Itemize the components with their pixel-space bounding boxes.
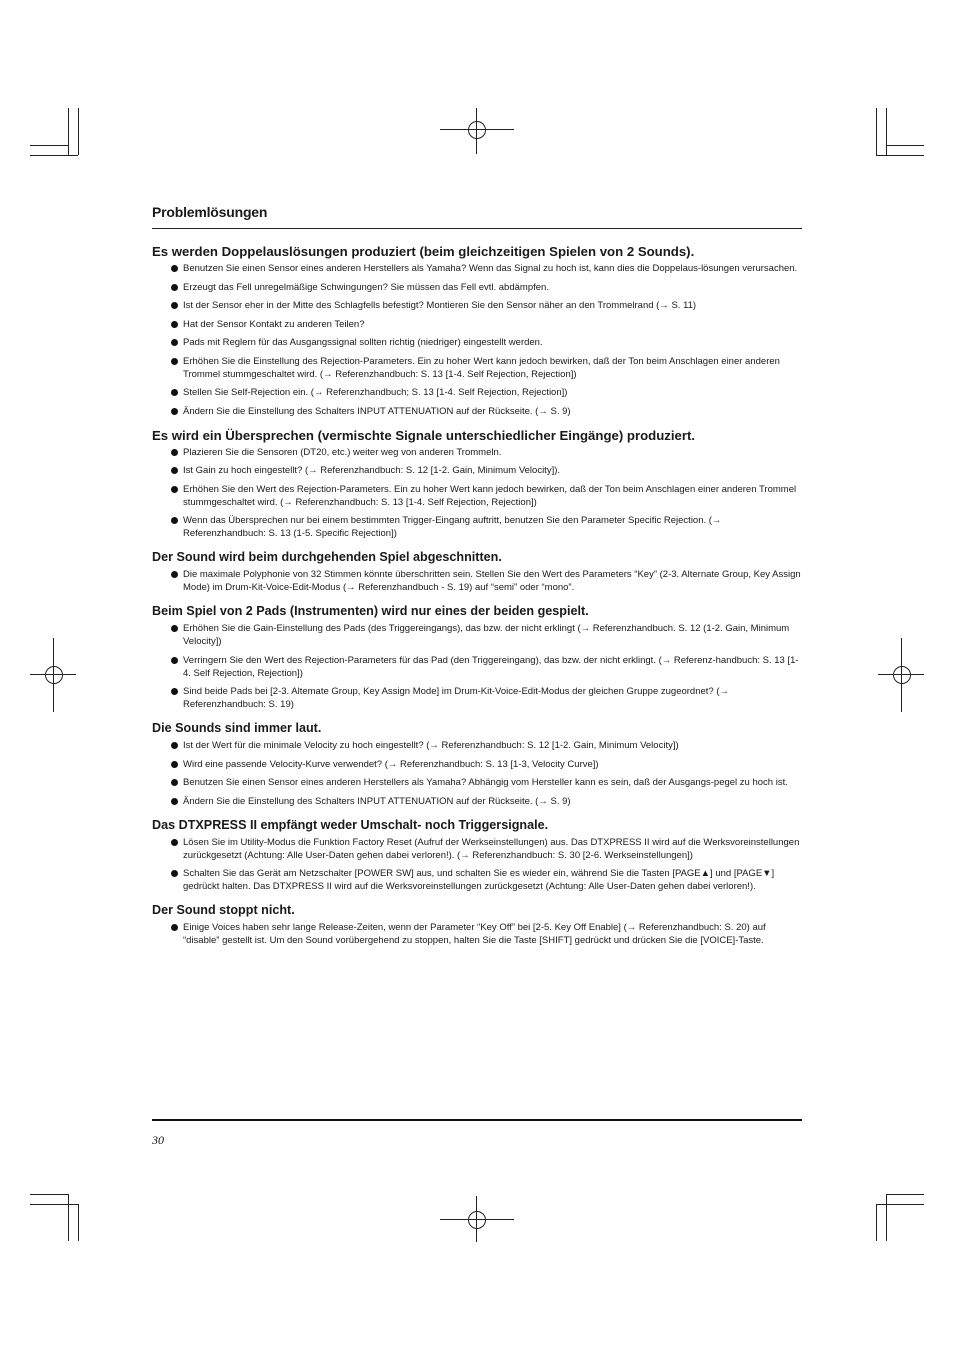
section — [152, 720, 802, 808]
list-item-text: Benutzen Sie einen Sensor eines anderen Herstellers als Yamaha? Wenn das Signal zu hoch ist, kann dies die Doppelaus-lösungen verursachen. — [183, 263, 798, 274]
list-item-text: Erhöhen Sie die Gain-Einstellung des Pads (des Triggereingangs), das bzw. der nicht erklingt (→ Referenzhandbuch. S. 12 (1-2. Gain, Minimum Velocity]) — [183, 623, 790, 647]
section-heading: Das DTXPRESS II empfängt weder Umschalt- noch Triggersignale. — [152, 817, 549, 832]
list-item — [152, 446, 802, 459]
page-title: Problemlösungen — [152, 204, 268, 220]
bullet-icon — [171, 742, 178, 749]
list-item-text: Sind beide Pads bei [2-3. Altemate Group, Key Assign Mode] im Drum-Kit-Voice-Edit-Modus der gleichen Gruppe zugeordnet? (→ Referenzhandbuch: S. 19) — [183, 686, 729, 710]
bullet-icon — [171, 358, 178, 365]
bullet-list — [152, 739, 802, 808]
bullet-icon — [171, 779, 178, 786]
section-heading: Der Sound stoppt nicht. — [152, 903, 295, 917]
bullet-icon — [171, 839, 178, 846]
section — [152, 603, 802, 711]
bullet-icon — [171, 265, 178, 272]
bullet-icon — [171, 625, 178, 632]
list-item — [152, 568, 802, 594]
bullet-list — [152, 446, 802, 541]
list-item-text: Plazieren Sie die Sensoren (DT20, etc.) weiter weg von anderen Trommeln. — [183, 446, 502, 458]
list-item-text: Wenn das Übersprechen nur bei einem bestimmten Trigger-Eingang auftritt, benutzen Sie den Parameter Specific Rejection. (→ Referenzhandbuch: S. 13 (1-5. Specific Rejection]) — [183, 515, 722, 539]
footer-divider — [152, 1119, 802, 1121]
bullet-list — [152, 921, 802, 947]
bullet-icon — [171, 449, 178, 456]
bullet-icon — [171, 571, 178, 578]
list-item-text: Schalten Sie das Gerät am Netzschalter [POWER SW] aus, und schalten Sie es wieder ein, während Sie die Tasten [PAGE▲] und [PAGE▼] gedrückt halten. Das DTXPRESS II wird auf die Werksvoreinstellungen zurückgesetzt (Achtung: Alle User-Daten gehen dabei verloren!). — [183, 868, 775, 892]
bullet-icon — [171, 798, 178, 805]
section-heading: Der Sound wird beim durchgehenden Spiel abgeschnitten. — [152, 550, 502, 564]
list-item — [152, 867, 802, 893]
bullet-icon — [171, 517, 178, 524]
list-item-text: Benutzen Sie einen Sensor eines anderen Herstellers als Yamaha? Abhängig vom Hersteller kann es sein, daß der Ausgangs-pegel zu hoch ist. — [183, 777, 788, 788]
list-item-text: Verringern Sie den Wert des Rejection-Parameters für das Pad (den Triggereingang), das bzw. der nicht erklingt. (→ Referenz-handbuch: S. 13 [1-4. Self Rejection, Rejection]) — [183, 654, 799, 679]
bullet-list — [152, 568, 802, 594]
section — [152, 427, 802, 541]
registration-mark-right — [878, 638, 924, 712]
bullet-icon — [171, 688, 178, 695]
list-item — [152, 622, 802, 648]
section — [152, 817, 802, 894]
list-item — [152, 739, 802, 752]
list-item-text: Pads mit Reglern für das Ausgangssignal sollten richtig (niedriger) eingestellt werden. — [183, 337, 543, 348]
list-item-text: Ist der Sensor eher in der Mitte des Schlagfells befestigt? Montieren Sie den Sensor näher an den Trommelrand (→ S. 11) — [183, 300, 697, 311]
bullet-icon — [171, 486, 178, 493]
list-item-text: Die maximale Polyphonie von 32 Stimmen könnte überschritten sein. Stellen Sie den Wert des Parameters “Key” (2-3. Alternate Group, Key Assign Mode) im Drum-Kit-Voice-Edit-Modus (→ Referenzhandbuch - S. 19) auf “semi” oder “mono”. — [183, 569, 801, 593]
section — [152, 549, 802, 594]
list-item — [152, 386, 802, 399]
list-item — [152, 795, 802, 808]
list-item-text: Stellen Sie Self-Rejection ein. (→ Referenzhandbuch; S. 13 [1-4. Self Rejection, Rejection]) — [183, 387, 568, 398]
list-item-text: Ändern Sie die Einstellung des Schalters INPUT ATTENUATION auf der Rückseite. (→ S. 9) — [183, 795, 571, 807]
list-item — [152, 464, 802, 477]
list-item-text: Ändern Sie die Einstellung des Schalters INPUT ATTENUATION auf der Rückseite. (→ S. 9) — [183, 405, 571, 417]
bullet-icon — [171, 284, 178, 291]
list-item-text: Erhöhen Sie die Einstellung des Rejection-Parameters. Ein zu hoher Wert kann jedoch bewirken, daß der Ton beim Anschlagen einer anderen Trommel stummgeschaltet wird. (→ Referenzhandbuch: S. 13 [1-4. Self Rejection, Rejection]) — [183, 355, 780, 380]
bullet-list — [152, 262, 802, 418]
list-item — [152, 921, 802, 947]
list-item — [152, 281, 802, 294]
title-divider — [152, 228, 802, 229]
list-item — [152, 758, 802, 771]
list-item-text: Erzeugt das Fell unregelmäßige Schwingungen? Sie müssen das Fell evtl. abdämpfen. — [183, 281, 549, 293]
bullet-list — [152, 836, 802, 894]
list-item — [152, 483, 802, 509]
list-item — [152, 685, 802, 711]
section-heading: Es werden Doppelauslösungen produziert (beim gleichzeitigen Spielen von 2 Sounds). — [152, 244, 695, 259]
bullet-icon — [171, 761, 178, 768]
list-item — [152, 776, 802, 789]
list-item — [152, 262, 802, 275]
registration-mark-top — [440, 108, 514, 154]
bullet-icon — [171, 339, 178, 346]
bullet-icon — [171, 467, 178, 474]
page-number: 30 — [152, 1133, 164, 1147]
bullet-list — [152, 622, 802, 711]
page-content — [152, 204, 802, 956]
sections — [152, 243, 802, 947]
bullet-icon — [171, 657, 178, 664]
bullet-icon — [171, 389, 178, 396]
bullet-icon — [171, 408, 178, 415]
registration-mark-left — [30, 638, 76, 712]
list-item — [152, 336, 802, 349]
section-heading: Es wird ein Übersprechen (vermischte Signale unterschiedlicher Eingänge) produziert. — [152, 427, 696, 443]
list-item — [152, 405, 802, 418]
list-item — [152, 299, 802, 312]
list-item-text: Ist Gain zu hoch eingestellt? (→ Referenzhandbuch: S. 12 [1-2. Gain, Minimum Velocity]). — [183, 465, 561, 476]
list-item — [152, 355, 802, 381]
bullet-icon — [171, 321, 178, 328]
list-item — [152, 654, 802, 680]
bullet-icon — [171, 302, 178, 309]
section-heading: Die Sounds sind immer laut. — [152, 721, 322, 735]
bullet-icon — [171, 924, 178, 931]
list-item-text: Ist der Wert für die minimale Velocity zu hoch eingestellt? (→ Referenzhandbuch: S. 12 [1-2. Gain, Minimum Velocity]) — [183, 740, 679, 751]
list-item-text: Hat der Sensor Kontakt zu anderen Teilen? — [183, 318, 365, 330]
list-item-text: Lösen Sie im Utility-Modus die Funktion Factory Reset (Aufruf der Werkseinstellungen) aus. Das DTXPRESS II wird auf die Werksvoreinstellungen zurückgesetzt (Achtung: Alle User-Daten gehen dabei verloren!). (→ Referenzhandbuch: S. 30 [2-6. Werkseinstellungen]) — [183, 836, 800, 861]
list-item — [152, 514, 802, 540]
bullet-icon — [171, 870, 178, 877]
registration-mark-bottom — [440, 1196, 514, 1242]
list-item-text: Wird eine passende Velocity-Kurve verwendet? (→ Referenzhandbuch: S. 13 [1-3, Velocity Curve]) — [183, 758, 599, 770]
section — [152, 902, 802, 947]
list-item-text: Erhöhen Sie den Wert des Rejection-Parameters. Ein zu hoher Wert kann jedoch bewirken, daß der Ton beim Anschlagen einer anderen Trommel stummgeschaltet wird. (→ Referenzhandbuch: S. 13 [1-4. Self Rejection, Rejection]) — [183, 483, 797, 508]
list-item — [152, 836, 802, 862]
list-item-text: Einige Voices haben sehr lange Release-Zeiten, wenn der Parameter “Key Off” bei [2-5. Key Off Enable] (→ Referenzhandbuch: S. 20) auf “disable” gestellt ist. Um den Sound vorübergehend zu stoppen, halten Sie die Taste [SHIFT] gedrückt und drücken Sie die [VOICE]-Taste. — [183, 922, 766, 946]
section — [152, 243, 802, 418]
section-heading: Beim Spiel von 2 Pads (Instrumenten) wird nur eines der beiden gespielt. — [152, 604, 589, 618]
list-item — [152, 318, 802, 331]
